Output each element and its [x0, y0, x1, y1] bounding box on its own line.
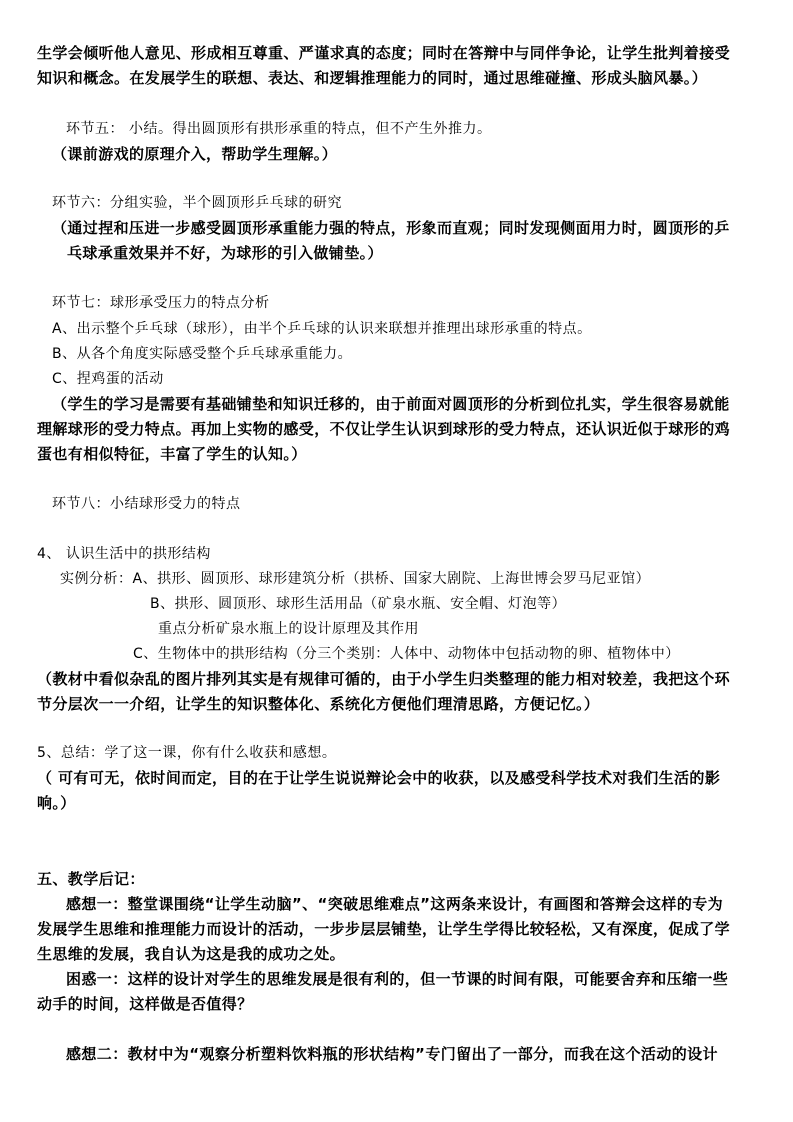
paragraph-line: 感想二：教材中为“观察分析塑料饮料瓶的形状结构”专门留出了一部分，而我在这个活动的设计 [66, 1045, 718, 1063]
section-heading: 五、教学后记： [37, 870, 145, 888]
paragraph-line: 困惑一：这样的设计对学生的思维发展是很有利的，但一节课的时间有限，可能要舍弃和压缩一些 [66, 970, 729, 988]
section-heading: 环节八：小结球形受力的特点 [52, 496, 241, 512]
annotation-line: （教材中看似杂乱的图片排列其实是有规律可循的，由于小学生归类整理的能力相对较差，我把这个环 [37, 670, 731, 688]
annotation-line: 节分层次一一介绍，让学生的知识整体化、系统化方便他们理清思路，方便记忆。） [37, 695, 600, 713]
list-item: 实例分析：A、拱形、圆顶形、球形建筑分析（拱桥、国家大剧院、上海世博会罗马尼亚馆） [60, 571, 651, 587]
annotation-line: 响。） [37, 794, 76, 812]
section-heading: 环节六：分组实验，半个圆顶形乒乓球的研究 [52, 195, 342, 211]
paragraph-line: 动手的时间，这样做是否值得？ [37, 995, 253, 1013]
paragraph-line: 生学会倾听他人意见、形成相互尊重、严谨求真的态度；同时在答辩中与同伴争论，让学生批判着接受 [37, 44, 731, 62]
annotation-line: （ 可有可无，依时间而定，目的在于让学生说说辩论会中的收获，以及感受科学技术对我们生活的影 [37, 769, 721, 787]
annotation-line: （课前游戏的原理介入，帮助学生理解。） [52, 145, 338, 163]
list-item: B、从各个角度实际感受整个乒乓球承重能力。 [52, 346, 353, 362]
paragraph-line: 发展学生思维和推理能力而设计的活动，一步步层层铺垫，让学生学得比较轻松，又有深度，促成了学 [37, 920, 731, 938]
annotation-line: 理解球形的受力特点。再加上实物的感受，不仅让学生认识到球形的受力特点，还认识近似于球形的鸡 [37, 420, 731, 438]
list-item: A、出示整个乒乓球（球形），由半个乒乓球的认识来联想并推理出球形承重的特点。 [52, 321, 592, 337]
annotation-line: （通过捏和压进一步感受圆顶形承重能力强的特点，形象而直观；同时发现侧面用力时，圆顶形的乒 [52, 219, 730, 237]
paragraph-line: 感想一：整堂课围绕“让学生动脑”、“突破思维难点”这两条来设计，有画图和答辩会这样的专为 [66, 895, 724, 913]
list-item: B、拱形、圆顶形、球形生活用品（矿泉水瓶、安全帽、灯泡等） [150, 596, 567, 612]
list-item: 重点分析矿泉水瓶上的设计原理及其作用 [158, 621, 419, 637]
annotation-line: 蛋也有相似特征，丰富了学生的认知。） [37, 445, 307, 463]
annotation-line: （学生的学习是需要有基础铺垫和知识迁移的，由于前面对圆顶形的分析到位扎实，学生很容易就能 [52, 395, 730, 413]
annotation-line: 乓球承重效果并不好，为球形的引入做铺垫。） [67, 244, 383, 262]
section-heading: 5、总结：学了这一课，你有什么收获和感想。 [37, 745, 337, 761]
section-heading: 环节五： 小结。得出圆顶形有拱形承重的特点，但不产生外推力。 [66, 121, 492, 137]
section-heading: 环节七：球形承受压力的特点分析 [52, 295, 270, 311]
paragraph-line: 知识和概念。在发展学生的联想、表达、和逻辑推理能力的同时，通过思维碰撞、形成头脑风暴。） [37, 69, 708, 87]
list-item: C、生物体中的拱形结构（分三个类别：人体中、动物体中包括动物的卵、植物体中） [133, 646, 680, 662]
list-item: C、捏鸡蛋的活动 [52, 371, 164, 387]
paragraph-line: 生思维的发展，我自认为这是我的成功之处。 [37, 945, 346, 963]
section-heading: 4、 认识生活中的拱形结构 [37, 546, 211, 562]
